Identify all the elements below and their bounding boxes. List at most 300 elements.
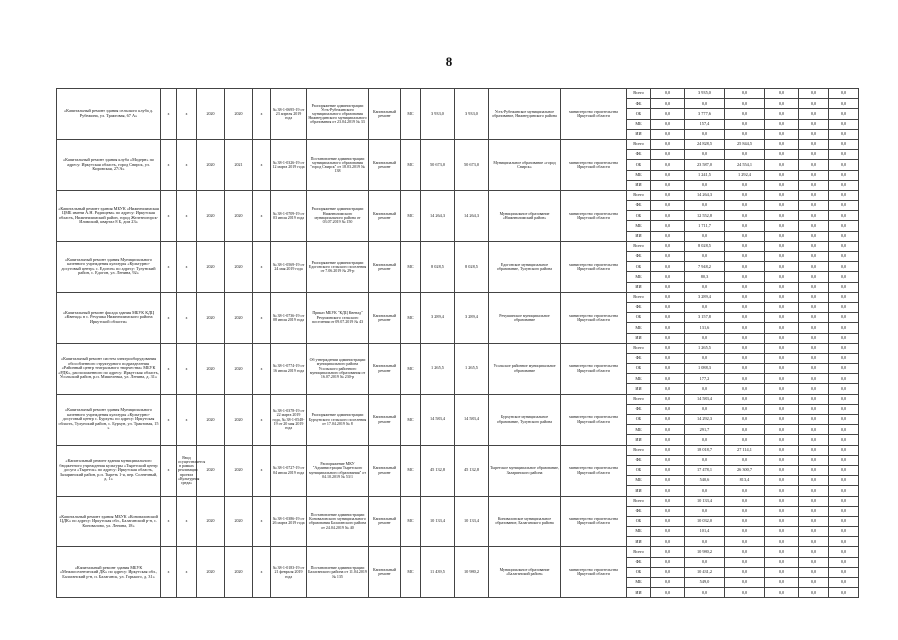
funding-source-cell: Всего (627, 89, 651, 99)
funding-value-cell: 0,0 (799, 139, 829, 149)
commissioning-cell: х (177, 190, 197, 241)
funding-value-cell: 0,0 (799, 476, 829, 486)
funding-value-cell: 0,0 (799, 252, 829, 262)
funding-value-cell: 0,0 (829, 476, 859, 486)
funding-value-cell: 0,0 (685, 99, 725, 109)
design-cell: х (253, 343, 271, 394)
customer-cell: министерство строительства Иркутской области (561, 89, 627, 140)
end-year-cell: 2020 (225, 496, 253, 547)
start-year-cell: 2020 (197, 547, 225, 598)
decision-cell: Распоряжение администрации Усть-Рубежинского муниципального образования Нижнеудинского муниципального образования от 23.04.2019 № 33 (307, 89, 369, 140)
funding-value-cell: 0,0 (765, 180, 799, 190)
funding-value-cell: 0,0 (799, 506, 829, 516)
commissioning-cell: х (177, 343, 197, 394)
funding-value-cell: 0,0 (725, 211, 765, 221)
funding-source-cell: ФБ (627, 302, 651, 312)
funding-value-cell: 0,0 (765, 343, 799, 353)
funding-value-cell: 8 028,5 (685, 241, 725, 251)
funding-value-cell: 0,0 (829, 435, 859, 445)
estimated-cost-cell: 14 583,4 (421, 394, 455, 445)
funding-value-cell: 0,0 (685, 404, 725, 414)
funding-value-cell: 0,0 (765, 465, 799, 475)
table-row (57, 445, 859, 455)
funding-value-cell: 12 552,8 (685, 211, 725, 221)
ownership-type-cell: МС (401, 241, 421, 292)
funding-value-cell: 0,0 (765, 262, 799, 272)
funding-value-cell: 0,0 (651, 567, 685, 577)
funding-value-cell: 0,0 (651, 476, 685, 486)
funding-value-cell: 0,0 (685, 455, 725, 465)
funding-value-cell: 0,0 (651, 180, 685, 190)
funding-value-cell: 0,0 (651, 211, 685, 221)
decision-cell: Распоряжение администрации Едогонского сельского поселения от 7.06.2019 № 29-р (307, 241, 369, 292)
funding-source-cell: ИИ (627, 384, 651, 394)
funding-value-cell: 0,0 (799, 374, 829, 384)
funding-source-cell: ОБ (627, 211, 651, 221)
funding-value-cell: 80,3 (685, 272, 725, 282)
funding-value-cell: 0,0 (685, 302, 725, 312)
funding-value-cell: 0,0 (799, 384, 829, 394)
funding-value-cell: 18 018,7 (685, 445, 725, 455)
capacity-cell: х (161, 139, 177, 190)
funding-value-cell: 0,0 (725, 313, 765, 323)
end-year-cell: 2020 (225, 292, 253, 343)
design-cell: х (253, 496, 271, 547)
funding-value-cell: 0,0 (651, 415, 685, 425)
funding-value-cell: 0,0 (829, 262, 859, 272)
funding-value-cell: 7 948,2 (685, 262, 725, 272)
funding-value-cell: 0,0 (685, 486, 725, 496)
funding-value-cell: 0,0 (829, 272, 859, 282)
funding-value-cell: 0,0 (725, 109, 765, 119)
funding-value-cell: 0,0 (685, 282, 725, 292)
funding-source-cell: МБ (627, 323, 651, 333)
funding-value-cell: 0,0 (685, 384, 725, 394)
funding-value-cell: 157,4 (685, 119, 725, 129)
funding-value-cell: 0,0 (765, 241, 799, 251)
funding-value-cell: 0,0 (651, 292, 685, 302)
funding-value-cell: 0,0 (651, 129, 685, 139)
start-year-cell: 2020 (197, 89, 225, 140)
funding-value-cell: 549,0 (685, 578, 725, 588)
start-year-cell: 2020 (197, 292, 225, 343)
funding-value-cell: 0,0 (829, 557, 859, 567)
end-year-cell: 2021 (225, 139, 253, 190)
funding-value-cell: 0,0 (829, 445, 859, 455)
funding-value-cell: 0,0 (725, 527, 765, 537)
funding-value-cell: 0,0 (725, 588, 765, 598)
funding-value-cell: 0,0 (685, 231, 725, 241)
funding-value-cell: 10 032,0 (685, 516, 725, 526)
table-row (57, 89, 859, 99)
design-cell: х (253, 547, 271, 598)
funding-value-cell: 0,0 (765, 109, 799, 119)
funding-value-cell: 0,0 (765, 190, 799, 200)
funding-value-cell: 0,0 (829, 578, 859, 588)
funding-value-cell: 0,0 (829, 506, 859, 516)
funding-value-cell: 0,0 (685, 557, 725, 567)
object-name-cell: «Капитальный ремонт здания сельского клуба д. Рубежина, ул. Трактовая, 67 А» (57, 89, 161, 140)
funding-value-cell: 0,0 (725, 353, 765, 363)
funding-value-cell: 0,0 (829, 404, 859, 414)
funding-value-cell: 0,0 (829, 302, 859, 312)
design-cell: х (253, 89, 271, 140)
page-number: 8 (445, 54, 453, 69)
end-year-cell: 2020 (225, 190, 253, 241)
funding-value-cell: 0,0 (829, 537, 859, 547)
funding-value-cell: 0,0 (765, 384, 799, 394)
funding-source-cell: ОБ (627, 567, 651, 577)
funding-value-cell: 24 828,5 (685, 139, 725, 149)
expertise-cell: № 38-1-0695-19 от 23 апреля 2019 года (271, 89, 307, 140)
design-cell: х (253, 292, 271, 343)
table-row (57, 547, 859, 557)
funding-source-cell: МБ (627, 476, 651, 486)
commissioning-cell: Ввод осуществляется в рамках реализации проекта «Культурная среда» (177, 445, 197, 496)
capacity-cell: х (161, 445, 177, 496)
funding-value-cell: 0,0 (829, 89, 859, 99)
funding-value-cell: 0,0 (799, 343, 829, 353)
funding-source-cell: ФБ (627, 506, 651, 516)
decision-cell: Постановление администрации Коноваловского муниципального образования Балаганского района от 24.04.2019 № 40 (307, 496, 369, 547)
work-type-cell: Капитальный ремонт (369, 89, 401, 140)
expertise-cell: № 38-1-0326-19 от 12 марта 2019 года (271, 139, 307, 190)
estimated-cost-cell: 45 132,8 (421, 445, 455, 496)
end-year-cell: 2020 (225, 394, 253, 445)
funding-value-cell: 0,0 (765, 455, 799, 465)
expertise-cell: № 38-1-0569-19 от 24 мая 2019 года (271, 241, 307, 292)
funding-value-cell: 0,0 (725, 99, 765, 109)
limit-cell: 45 132,8 (455, 445, 489, 496)
funding-source-cell: ОБ (627, 262, 651, 272)
funding-value-cell: 0,0 (651, 465, 685, 475)
start-year-cell: 2020 (197, 496, 225, 547)
decision-cell: Постановление администрации Балаганского района от 11.04.2019 № 135 (307, 547, 369, 598)
funding-value-cell: 0,0 (725, 129, 765, 139)
funding-value-cell: 0,0 (829, 313, 859, 323)
funding-value-cell: 0,0 (651, 384, 685, 394)
funding-value-cell: 0,0 (651, 190, 685, 200)
funding-value-cell: 0,0 (651, 99, 685, 109)
funding-value-cell: 0,0 (829, 241, 859, 251)
work-type-cell: Капитальный ремонт (369, 394, 401, 445)
funding-value-cell: 0,0 (765, 364, 799, 374)
funding-value-cell: 0,0 (651, 109, 685, 119)
funding-value-cell: 0,0 (725, 394, 765, 404)
funding-value-cell: 0,0 (799, 231, 829, 241)
table-row (57, 343, 859, 353)
funding-value-cell: 0,0 (765, 516, 799, 526)
ownership-type-cell: МС (401, 547, 421, 598)
funding-value-cell: 0,0 (799, 465, 829, 475)
funding-value-cell: 0,0 (799, 445, 829, 455)
table-row (57, 394, 859, 404)
start-year-cell: 2020 (197, 445, 225, 496)
funding-value-cell: 0,0 (725, 282, 765, 292)
capacity-cell: х (161, 496, 177, 547)
funding-value-cell: 10 431,2 (685, 567, 725, 577)
funding-value-cell: 0,0 (829, 567, 859, 577)
ownership-type-cell: МС (401, 496, 421, 547)
funding-value-cell: 0,0 (765, 445, 799, 455)
object-name-cell: «Капитальный ремонт здания МБУК «Коноваловский ЦДК» по адресу: Иркутская обл., Балаганский р-н, с. Коновалово, ул. Ленина, 18» (57, 496, 161, 547)
funding-value-cell: 0,0 (651, 262, 685, 272)
funding-value-cell: 0,0 (725, 567, 765, 577)
funding-value-cell: 0,0 (651, 201, 685, 211)
limit-cell: 1 265,5 (455, 343, 489, 394)
funding-value-cell: 0,0 (651, 557, 685, 567)
funding-value-cell: 0,0 (829, 425, 859, 435)
capacity-cell: х (161, 292, 177, 343)
funding-value-cell: 0,0 (799, 99, 829, 109)
funding-source-cell: ИИ (627, 282, 651, 292)
funding-value-cell: 0,0 (765, 333, 799, 343)
funding-value-cell: 0,0 (829, 119, 859, 129)
start-year-cell: 2020 (197, 190, 225, 241)
funding-value-cell: 0,0 (725, 231, 765, 241)
funding-source-cell: ИИ (627, 537, 651, 547)
funding-value-cell: 0,0 (799, 150, 829, 160)
funding-value-cell: 0,0 (799, 364, 829, 374)
funding-value-cell: 0,0 (725, 119, 765, 129)
funding-value-cell: 131,6 (685, 323, 725, 333)
customer-cell: министерство строительства Иркутской области (561, 496, 627, 547)
funding-value-cell: 0,0 (685, 435, 725, 445)
funding-value-cell: 0,0 (765, 537, 799, 547)
funding-value-cell: 0,0 (725, 455, 765, 465)
funding-value-cell: 0,0 (725, 537, 765, 547)
funding-value-cell: 0,0 (725, 252, 765, 262)
start-year-cell: 2020 (197, 139, 225, 190)
funding-value-cell: 0,0 (829, 190, 859, 200)
object-name-cell: «Капитальный ремонт здания МБУК «Межпоселенческий ДК» по адресу: Иркутская обл., Балаганский р-н, п. Балаганск, ул. Горького, д. 31» (57, 547, 161, 598)
funding-value-cell: 0,0 (799, 262, 829, 272)
funding-source-cell: Всего (627, 343, 651, 353)
funding-source-cell: Всего (627, 445, 651, 455)
limit-cell: 14 583,4 (455, 394, 489, 445)
funding-value-cell: 0,0 (799, 129, 829, 139)
end-year-cell: 2020 (225, 547, 253, 598)
owner-cell: Едогонское муниципальное образование, Тулунского района (489, 241, 561, 292)
funding-source-cell: Всего (627, 139, 651, 149)
funding-value-cell: 0,0 (765, 527, 799, 537)
work-type-cell: Капитальный ремонт (369, 190, 401, 241)
funding-value-cell: 0,0 (799, 313, 829, 323)
expertise-cell: № 38-1-0183-19 от 21 февраля 2019 года (271, 547, 307, 598)
funding-value-cell: 0,0 (685, 333, 725, 343)
funding-value-cell: 26 300,7 (725, 465, 765, 475)
capacity-cell: х (161, 343, 177, 394)
program-table (56, 88, 859, 598)
funding-value-cell: 0,0 (799, 415, 829, 425)
funding-value-cell: 0,0 (829, 139, 859, 149)
funding-value-cell: 0,0 (765, 139, 799, 149)
ownership-type-cell: МС (401, 190, 421, 241)
funding-value-cell: 1 265,5 (685, 343, 725, 353)
funding-value-cell: 0,0 (651, 241, 685, 251)
funding-source-cell: ОБ (627, 160, 651, 170)
funding-value-cell: 0,0 (799, 455, 829, 465)
funding-value-cell: 0,0 (829, 282, 859, 292)
customer-cell: министерство строительства Иркутской области (561, 139, 627, 190)
funding-value-cell: 0,0 (651, 394, 685, 404)
funding-value-cell: 0,0 (651, 353, 685, 363)
funding-value-cell: 0,0 (765, 160, 799, 170)
funding-value-cell: 0,0 (651, 313, 685, 323)
funding-value-cell: 0,0 (725, 496, 765, 506)
funding-value-cell: 0,0 (685, 537, 725, 547)
decision-cell: Об утверждении администрации муниципального района Усольского районного муниципального образования от 16.07.2019 № 230-р (307, 343, 369, 394)
funding-value-cell: 0,0 (725, 302, 765, 312)
funding-value-cell: 0,0 (829, 516, 859, 526)
funding-value-cell: 0,0 (765, 292, 799, 302)
limit-cell: 10 980,2 (455, 547, 489, 598)
limit-cell: 10 133,4 (455, 496, 489, 547)
object-name-cell: «Капитальный ремонт систем электрооборудования обособленного структурного подразделения «Районный центр театрального творчества» МБУК «РДК», расположенного по адресу: Иркутская область, Усольский район, р.п. Мишелевка, ул. Ленина, д. 31» (57, 343, 161, 394)
table-row (57, 496, 859, 506)
work-type-cell: Капитальный ремонт (369, 496, 401, 547)
funding-value-cell: 0,0 (799, 435, 829, 445)
funding-source-cell: МБ (627, 578, 651, 588)
funding-value-cell: 0,0 (725, 547, 765, 557)
funding-value-cell: 0,0 (651, 486, 685, 496)
commissioning-cell: х (177, 241, 197, 292)
expertise-cell: № 38-1-0709-19 от 03 июля 2019 года (271, 190, 307, 241)
funding-value-cell: 0,0 (765, 89, 799, 99)
funding-source-cell: МБ (627, 272, 651, 282)
funding-value-cell: 0,0 (799, 353, 829, 363)
funding-value-cell: 0,0 (799, 109, 829, 119)
expertise-cell: № 38-1-0386-19 от 26 марта 2019 года (271, 496, 307, 547)
funding-value-cell: 0,0 (765, 272, 799, 282)
commissioning-cell: х (177, 394, 197, 445)
funding-value-cell: 0,0 (829, 415, 859, 425)
funding-value-cell: 24 554,1 (725, 160, 765, 170)
funding-value-cell: 0,0 (799, 527, 829, 537)
funding-value-cell: 0,0 (685, 150, 725, 160)
owner-cell: Муниципальное образование «город Свирск» (489, 139, 561, 190)
funding-source-cell: МБ (627, 374, 651, 384)
estimated-cost-cell: 3 933,0 (421, 89, 455, 140)
funding-value-cell: 0,0 (651, 425, 685, 435)
funding-value-cell: 1 292,4 (725, 170, 765, 180)
design-cell: х (253, 139, 271, 190)
funding-value-cell: 0,0 (799, 282, 829, 292)
table-row (57, 190, 859, 200)
funding-value-cell: 0,0 (651, 272, 685, 282)
funding-value-cell: 0,0 (685, 353, 725, 363)
funding-value-cell: 0,0 (651, 455, 685, 465)
funding-value-cell: 10 980,2 (685, 547, 725, 557)
funding-value-cell: 0,0 (829, 527, 859, 537)
start-year-cell: 2020 (197, 241, 225, 292)
funding-value-cell: 0,0 (765, 374, 799, 384)
funding-source-cell: ФБ (627, 150, 651, 160)
table-row (57, 241, 859, 251)
funding-value-cell: 0,0 (651, 374, 685, 384)
funding-value-cell: 0,0 (765, 547, 799, 557)
funding-source-cell: ФБ (627, 557, 651, 567)
funding-value-cell: 0,0 (799, 292, 829, 302)
capacity-cell: х (161, 190, 177, 241)
funding-value-cell: 14 583,4 (685, 394, 725, 404)
ownership-type-cell: МС (401, 394, 421, 445)
funding-value-cell: 0,0 (685, 201, 725, 211)
funding-value-cell: 291,7 (685, 425, 725, 435)
funding-value-cell: 0,0 (725, 150, 765, 160)
funding-value-cell: 0,0 (829, 588, 859, 598)
funding-value-cell: 0,0 (765, 302, 799, 312)
funding-value-cell: 0,0 (725, 404, 765, 414)
funding-source-cell: ИИ (627, 180, 651, 190)
estimated-cost-cell: 10 133,4 (421, 496, 455, 547)
funding-value-cell: 0,0 (799, 516, 829, 526)
funding-value-cell: 177,2 (685, 374, 725, 384)
funding-source-cell: ИИ (627, 231, 651, 241)
table-row (57, 292, 859, 302)
funding-value-cell: 0,0 (651, 506, 685, 516)
funding-value-cell: 23 587,0 (685, 160, 725, 170)
object-name-cell: «Капитальный ремонт фасада здания МБУК КДЦ «Квенад» в с. Речушка Нижнеилимского района Иркутской области» (57, 292, 161, 343)
funding-value-cell: 0,0 (829, 109, 859, 119)
funding-source-cell: ИИ (627, 129, 651, 139)
funding-value-cell: 0,0 (651, 364, 685, 374)
commissioning-cell: х (177, 89, 197, 140)
design-cell: х (253, 241, 271, 292)
decision-cell: Распоряжение администрации Нижнеилимского муниципального района от 03.07.2019 № 150 (307, 190, 369, 241)
funding-value-cell: 0,0 (799, 119, 829, 129)
work-type-cell: Капитальный ремонт (369, 292, 401, 343)
funding-value-cell: 0,0 (765, 404, 799, 414)
ownership-type-cell: МС (401, 292, 421, 343)
funding-value-cell: 0,0 (799, 323, 829, 333)
funding-value-cell: 0,0 (651, 547, 685, 557)
funding-value-cell: 0,0 (725, 323, 765, 333)
funding-value-cell: 0,0 (829, 343, 859, 353)
funding-value-cell: 0,0 (765, 150, 799, 160)
funding-value-cell: 0,0 (651, 404, 685, 414)
funding-value-cell: 0,0 (799, 404, 829, 414)
funding-value-cell: 0,0 (799, 486, 829, 496)
ownership-type-cell: МС (401, 445, 421, 496)
start-year-cell: 2020 (197, 394, 225, 445)
decision-cell: Приказ МБУК "КДЦ Квенад" Речушинского сельского поселения от 09.07.2019 № 43 (307, 292, 369, 343)
estimated-cost-cell: 14 264,3 (421, 190, 455, 241)
funding-value-cell: 0,0 (725, 180, 765, 190)
funding-value-cell: 0,0 (765, 557, 799, 567)
work-type-cell: Капитальный ремонт (369, 139, 401, 190)
funding-source-cell: ОБ (627, 465, 651, 475)
funding-value-cell: 0,0 (685, 180, 725, 190)
limit-cell: 3 289,4 (455, 292, 489, 343)
object-name-cell: «Капитальный ремонт здания Муниципального казенного учреждения культуры «Культурно-досуговый центр с. Бурхун» по адресу: Иркутская область, Тулунский район, с. Бурхун, ул. Трактовая, 15 » (57, 394, 161, 445)
funding-value-cell: 0,0 (829, 364, 859, 374)
design-cell: х (253, 190, 271, 241)
table-row (57, 139, 859, 149)
funding-value-cell: 0,0 (725, 364, 765, 374)
funding-value-cell: 0,0 (829, 384, 859, 394)
work-type-cell: Капитальный ремонт (369, 343, 401, 394)
owner-cell: Речушинское муниципальное образование (489, 292, 561, 343)
owner-cell: Усть-Рубежинское муниципальное образование, Нижнеудинского района (489, 89, 561, 140)
funding-value-cell: 0,0 (765, 394, 799, 404)
funding-value-cell: 0,0 (765, 201, 799, 211)
funding-source-cell: ФБ (627, 455, 651, 465)
funding-value-cell: 25 844,5 (725, 139, 765, 149)
funding-value-cell: 0,0 (799, 302, 829, 312)
funding-value-cell: 0,0 (799, 272, 829, 282)
funding-value-cell: 0,0 (765, 211, 799, 221)
